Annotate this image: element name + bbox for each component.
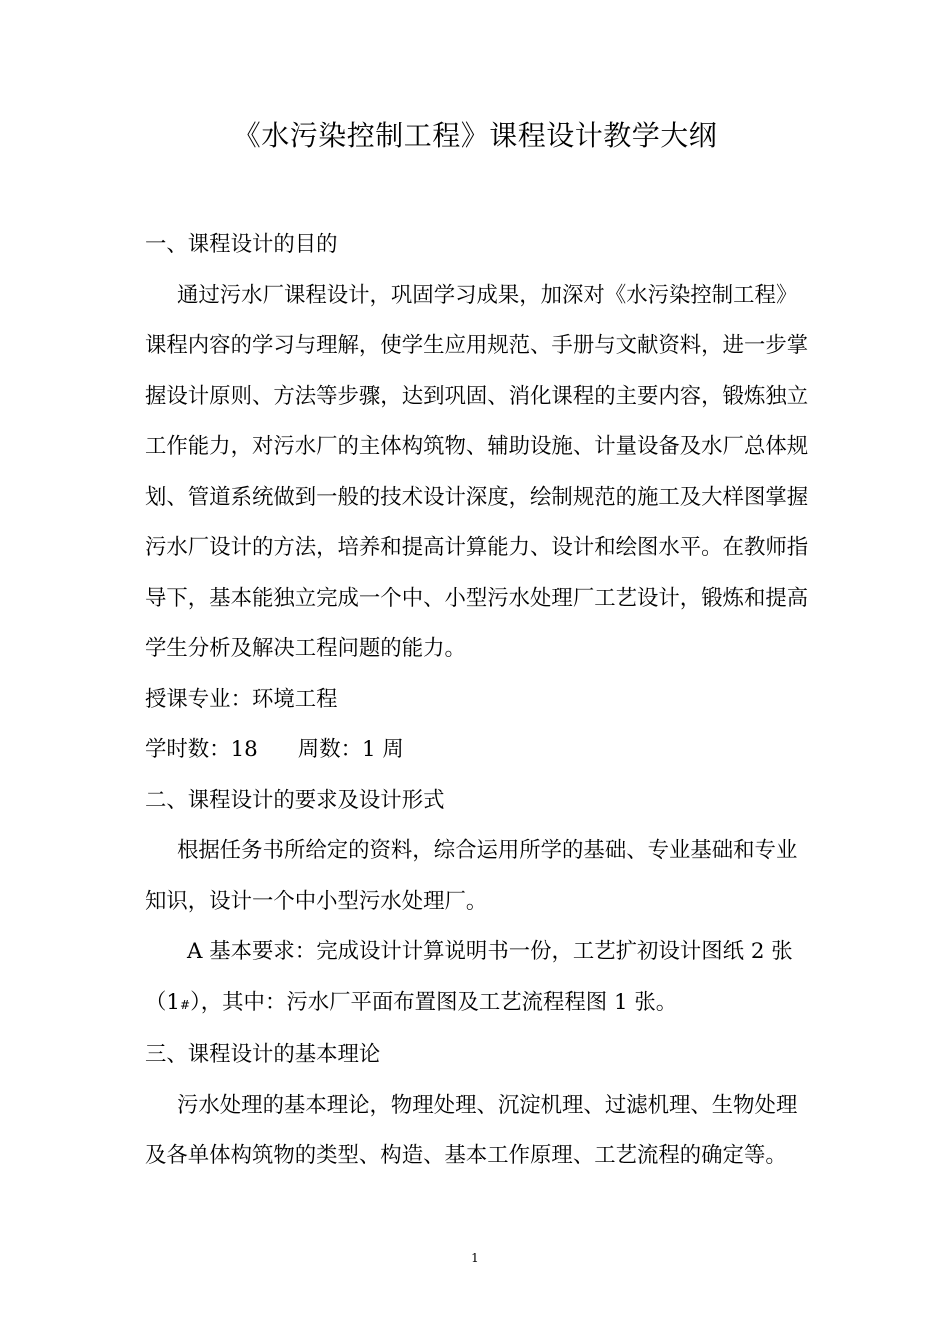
section1-paragraph: 通过污水厂课程设计，巩固学习成果，加深对《水污染控制工程》课程内容的学习与理解，使学生应用规范、手册与文献资料，进一步掌握设计原则、方法等步骤，达到巩固、消化课程的主要内容，锻炼独立工作能力，对污水厂的主体构筑物、辅助设施、计量设备及水厂总体规划、管道系统做到一般的技术设计深度，绘制规范的施工及大样图掌握污水厂设计的方法，培养和提高计算能力、设计和绘图水平。在教师指导下，基本能独立完成一个中、小型污水处理厂工艺设计，锻炼和提高学生分析及解决工程问题的能力。 — [145, 282, 809, 661]
section2-paragraph: 根据任务书所给定的资料，综合运用所学的基础、专业基础和专业知识，设计一个中小型污水处理厂。 — [145, 838, 798, 914]
requirement-a-line2 — [145, 978, 810, 1031]
requirement-a-open: （1 — [145, 989, 181, 1015]
requirement-a-hash: # — [180, 997, 191, 1012]
section3-paragraph: 污水处理的基本理论，物理处理、沉淀机理、过滤机理、生物处理及各单体构筑物的类型、构造、基本工作原理、工艺流程的确定等。 — [145, 1092, 798, 1168]
requirement-a-line1: A 基本要求：完成设计计算说明书一份，工艺扩初设计图纸 2 张 — [187, 939, 793, 964]
course-major: 授课专业：环境工程 — [145, 686, 338, 712]
course-hours: 学时数：18 — [145, 737, 258, 762]
page-number: 1 — [471, 1251, 479, 1265]
document-body — [145, 220, 810, 1182]
document-title: 《水污染控制工程》课程设计教学大纲 — [232, 119, 718, 152]
section1-heading: 一、课程设计的目的 — [145, 232, 338, 257]
section3-heading: 三、课程设计的基本理论 — [145, 1042, 381, 1067]
requirement-a-rest: ），其中：污水厂平面布置图及工艺流程程图 1 张。 — [190, 989, 678, 1015]
course-hours-line — [145, 725, 810, 776]
section2-heading: 二、课程设计的要求及设计形式 — [145, 787, 445, 813]
course-weeks: 周数：1 周 — [297, 737, 404, 762]
